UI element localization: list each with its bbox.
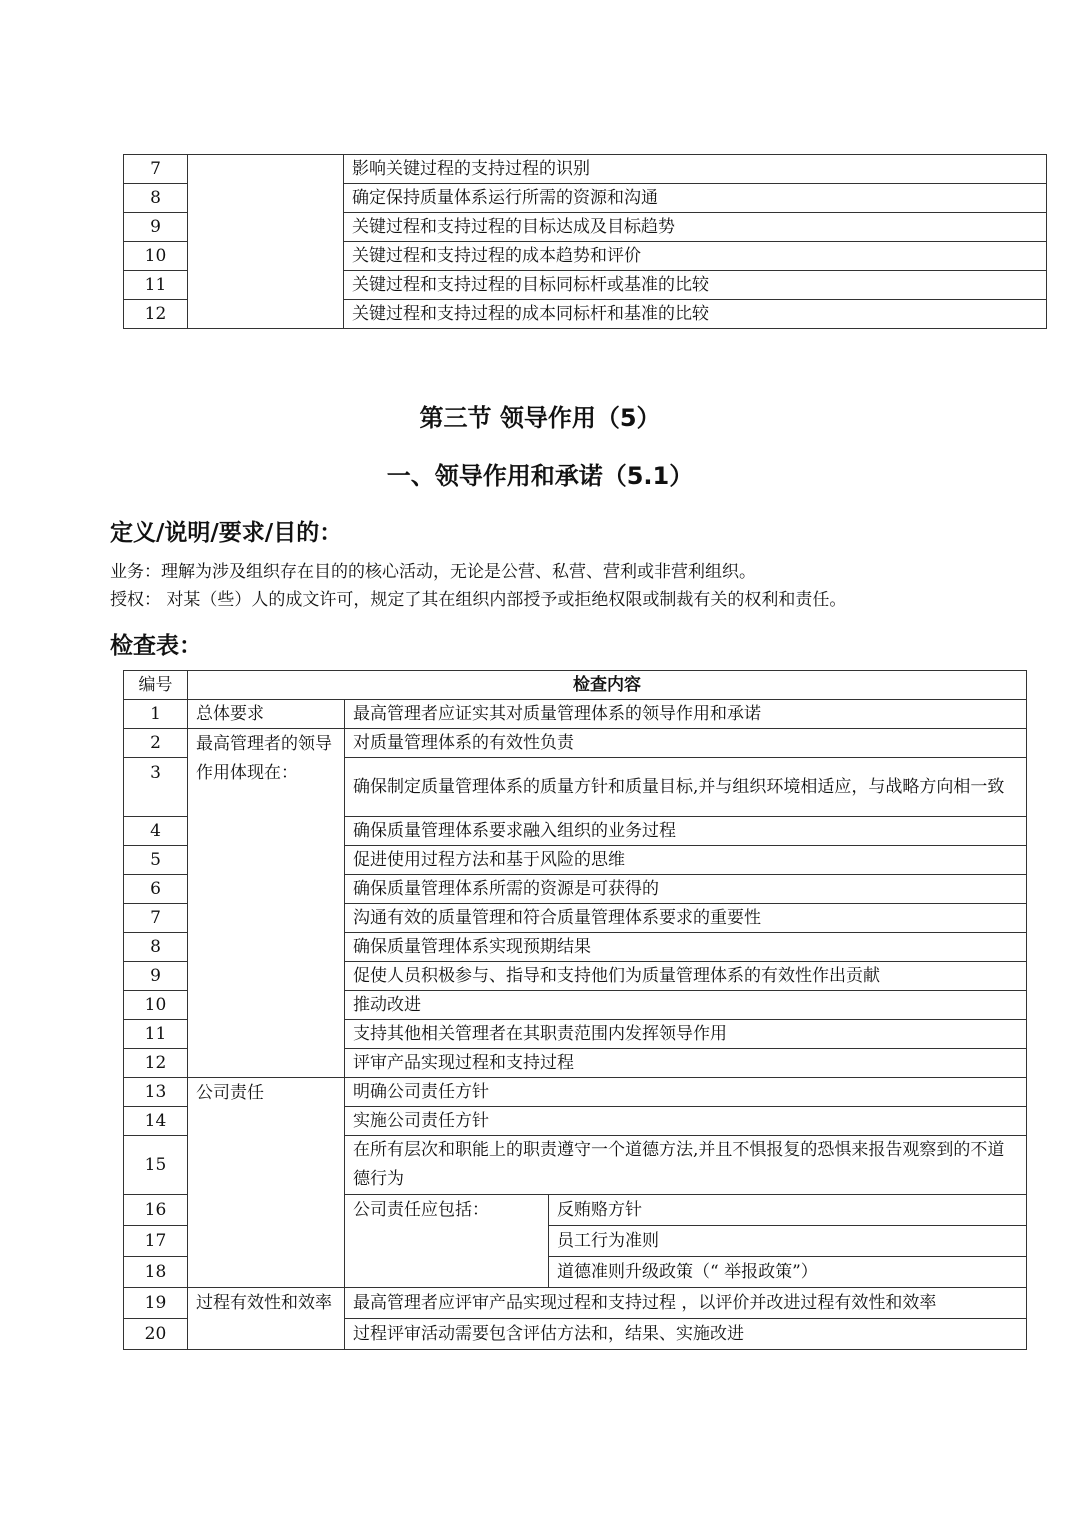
- table-row: [124, 729, 1027, 758]
- row-number: 4: [124, 817, 188, 846]
- table-row: [124, 700, 1027, 729]
- row-content: 关键过程和支持过程的成本同标杆和基准的比较: [344, 300, 1047, 329]
- row-number: 20: [124, 1319, 188, 1350]
- row-content: 关键过程和支持过程的成本趋势和评价: [344, 242, 1047, 271]
- row-content: 道德准则升级政策（“ 举报政策”）: [549, 1257, 1027, 1288]
- row-number: 9: [124, 213, 188, 242]
- row-content: 促进使用过程方法和基于风险的思维: [345, 846, 1027, 875]
- row-content: 在所有层次和职能上的职责遵守一个道德方法,并且不惧报复的恐惧来报告观察到的不道德行为: [345, 1136, 1027, 1195]
- row-number: 11: [124, 271, 188, 300]
- row-number: 17: [124, 1226, 188, 1257]
- row-content: 对质量管理体系的有效性负责: [345, 729, 1027, 758]
- continuation-table: [123, 154, 1047, 329]
- table-row: [124, 155, 1047, 184]
- row-number: 3: [124, 758, 188, 817]
- row-number: 8: [124, 184, 188, 213]
- row-content: 促使人员积极参与、指导和支持他们为质量管理体系的有效性作出贡献: [345, 962, 1027, 991]
- row-number: 11: [124, 1020, 188, 1049]
- sub-category-cell: 公司责任应包括：: [345, 1195, 549, 1288]
- row-number: 15: [124, 1136, 188, 1195]
- row-number: 19: [124, 1288, 188, 1319]
- category-cell: 最高管理者的领导作用体现在：: [188, 729, 345, 1078]
- row-number: 7: [124, 155, 188, 184]
- row-number: 16: [124, 1195, 188, 1226]
- row-content: 关键过程和支持过程的目标同标杆或基准的比较: [344, 271, 1047, 300]
- checklist-heading: 检查表：: [110, 633, 202, 659]
- row-number: 8: [124, 933, 188, 962]
- row-number: 5: [124, 846, 188, 875]
- row-number: 10: [124, 991, 188, 1020]
- category-cell: 过程有效性和效率: [188, 1288, 345, 1350]
- category-cell: 公司责任: [188, 1078, 345, 1288]
- row-content: 确保质量管理体系要求融入组织的业务过程: [345, 817, 1027, 846]
- row-number: 12: [124, 1049, 188, 1078]
- row-content: 沟通有效的质量管理和符合质量管理体系要求的重要性: [345, 904, 1027, 933]
- row-content: 推动改进: [345, 991, 1027, 1020]
- row-content: 最高管理者应证实其对质量管理体系的领导作用和承诺: [345, 700, 1027, 729]
- row-number: 10: [124, 242, 188, 271]
- row-content: 影响关键过程的支持过程的识别: [344, 155, 1047, 184]
- row-number: 14: [124, 1107, 188, 1136]
- row-number: 18: [124, 1257, 188, 1288]
- row-content: 确保质量管理体系所需的资源是可获得的: [345, 875, 1027, 904]
- category-cell: 总体要求: [188, 700, 345, 729]
- row-number: 7: [124, 904, 188, 933]
- row-number: 13: [124, 1078, 188, 1107]
- row-content: 过程评审活动需要包含评估方法和，结果、实施改进: [345, 1319, 1027, 1350]
- row-number: 12: [124, 300, 188, 329]
- table-row: [124, 1288, 1027, 1319]
- row-content: 确保质量管理体系实现预期结果: [345, 933, 1027, 962]
- header-content: 检查内容: [188, 671, 1027, 700]
- row-content: 支持其他相关管理者在其职责范围内发挥领导作用: [345, 1020, 1027, 1049]
- row-content: 最高管理者应评审产品实现过程和支持过程 ，以评价并改进过程有效性和效率: [345, 1288, 1027, 1319]
- row-content: 实施公司责任方针: [345, 1107, 1027, 1136]
- definition-heading: 定义/说明/要求/目的：: [110, 520, 343, 546]
- row-number: 2: [124, 729, 188, 758]
- row-number: 9: [124, 962, 188, 991]
- row-content: 确保制定质量管理体系的质量方针和质量目标,并与组织环境相适应，与战略方向相一致: [345, 758, 1027, 817]
- row-content: 明确公司责任方针: [345, 1078, 1027, 1107]
- definition-paragraph: 授权： 对某（些）人的成文许可，规定了其在组织内部授予或拒绝权限或制裁有关的权利和责任。: [110, 590, 847, 610]
- row-content: 员工行为准则: [549, 1226, 1027, 1257]
- table-row: [124, 1078, 1027, 1107]
- header-number: 编号: [124, 671, 188, 700]
- subsection-title: 一、领导作用和承诺（5.1）: [386, 462, 694, 490]
- category-cell: [188, 155, 344, 329]
- row-content: 确定保持质量体系运行所需的资源和沟通: [344, 184, 1047, 213]
- definition-paragraph: 业务：理解为涉及组织存在目的的核心活动，无论是公营、私营、营利或非营利组织。: [110, 562, 756, 582]
- row-content: 评审产品实现过程和支持过程: [345, 1049, 1027, 1078]
- row-content: 关键过程和支持过程的目标达成及目标趋势: [344, 213, 1047, 242]
- section-title: 第三节 领导作用（5）: [419, 404, 661, 432]
- row-number: 6: [124, 875, 188, 904]
- table-header-row: [124, 671, 1027, 700]
- checklist-table: [123, 670, 1027, 1350]
- row-number: 1: [124, 700, 188, 729]
- row-content: 反贿赂方针: [549, 1195, 1027, 1226]
